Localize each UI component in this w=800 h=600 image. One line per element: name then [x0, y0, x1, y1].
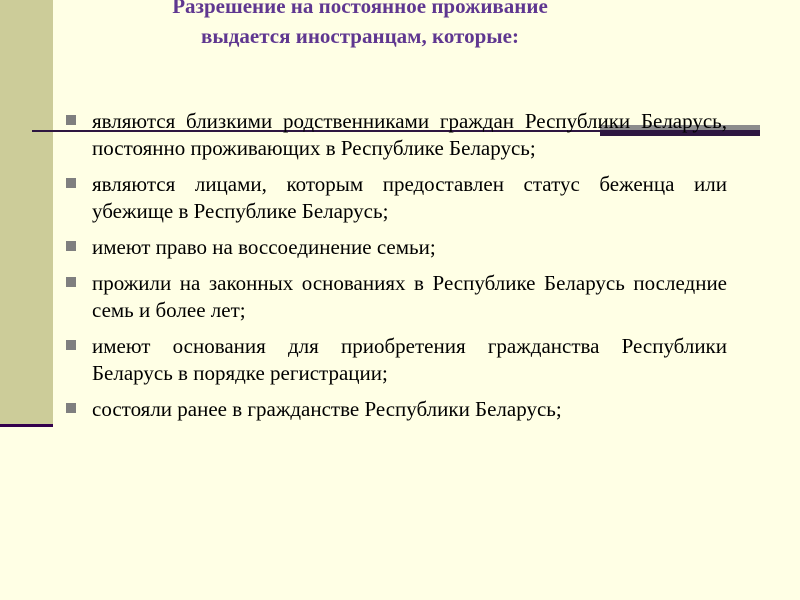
bullet-text: являются близкими родственниками граждан Республики Беларусь, постоянно проживающих в Республике Беларусь;	[92, 109, 727, 160]
square-bullet-icon	[66, 178, 76, 188]
slide-title	[40, 0, 680, 51]
bullet-item-close-relatives	[64, 108, 727, 162]
square-bullet-icon	[66, 115, 76, 125]
bullet-text: имеют право на воссоединение семьи;	[92, 235, 436, 259]
square-bullet-icon	[66, 340, 76, 350]
bullet-item-refugee-status	[64, 171, 727, 225]
bullet-item-family-reunification	[64, 234, 727, 261]
side-band-underline	[0, 424, 53, 427]
bullet-text: имеют основания для приобретения гражданства Республики Беларусь в порядке регистрации;	[92, 334, 727, 385]
bullet-item-citizenship-registration	[64, 333, 727, 387]
slide-title-line-2: выдается иностранцам, которые:	[201, 24, 519, 48]
square-bullet-icon	[66, 241, 76, 251]
bullet-text: прожили на законных основаниях в Республике Беларусь последние семь и более лет;	[92, 271, 727, 322]
square-bullet-icon	[66, 403, 76, 413]
bullet-item-former-citizenship	[64, 396, 727, 423]
bullet-item-seven-years-residence	[64, 270, 727, 324]
bullet-text: состояли ранее в гражданстве Республики Беларусь;	[92, 397, 562, 421]
bullet-text: являются лицами, которым предоставлен статус беженца или убежище в Республике Беларусь;	[92, 172, 727, 223]
slide-title-line-1: Разрешение на постоянное проживание	[172, 0, 548, 18]
side-band	[0, 0, 53, 425]
bullet-list	[64, 108, 727, 432]
square-bullet-icon	[66, 277, 76, 287]
